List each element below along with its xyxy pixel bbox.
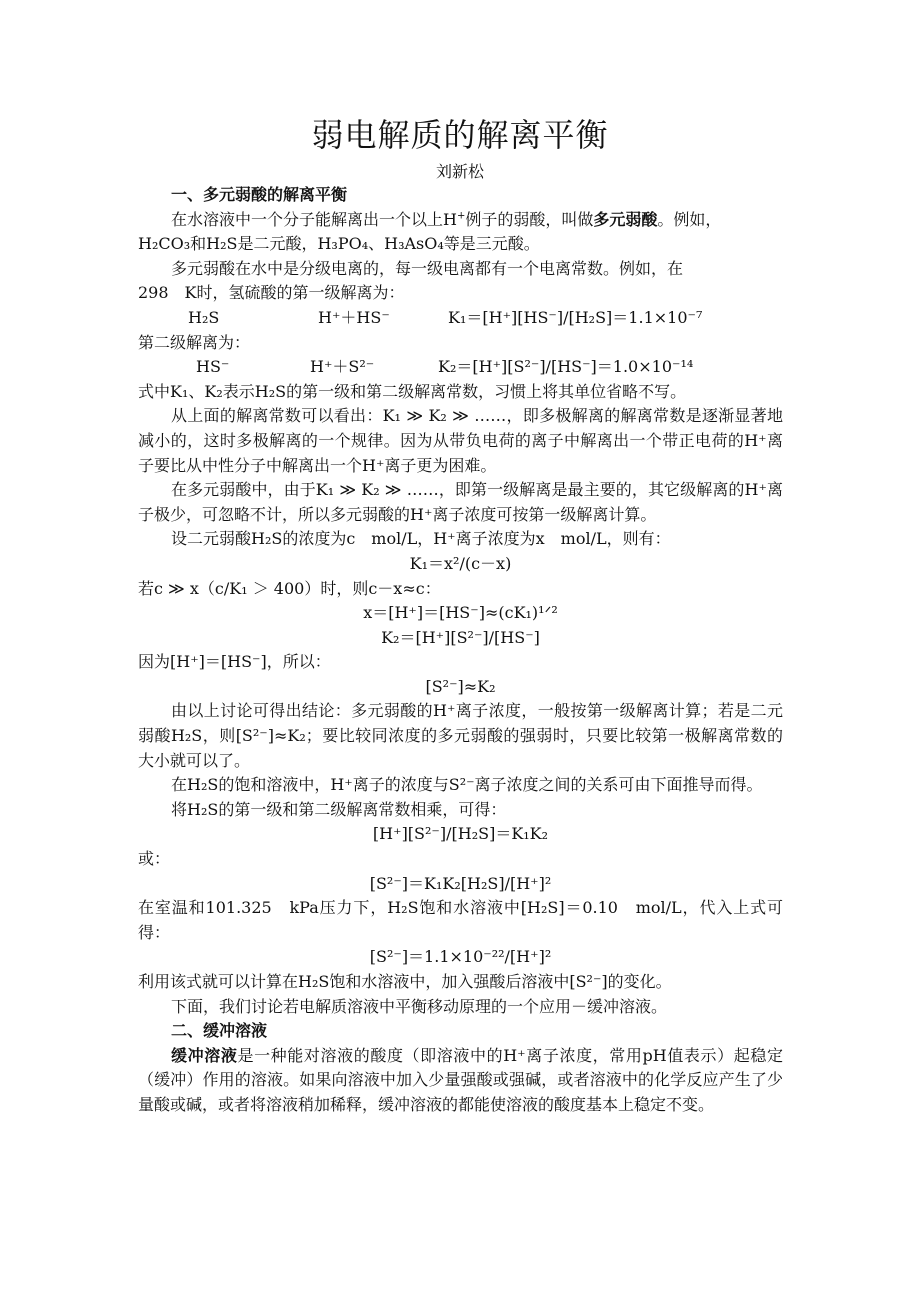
superscript: + (456, 210, 466, 222)
paragraph: 将H₂S的第一级和第二级解离常数相乘，可得： (171, 799, 507, 819)
equation-part: H⁺＋HS⁻ (318, 307, 390, 327)
equation: [H⁺][S²⁻]/[H₂S]＝K₁K₂ (372, 824, 549, 844)
text: 。例如， (657, 209, 722, 229)
paragraph: 在室温和101.325 kPa压力下，H₂S饱和水溶液中[H₂S]＝0.10 mol/L，代入上式可得： (138, 898, 783, 942)
paragraph: 第二级解离为： (138, 332, 251, 352)
paragraph: 设二元弱酸H₂S的浓度为c mol/L，H⁺离子浓度为x mol/L，则有： (171, 529, 671, 549)
paragraph: 下面，我们讨论若电解质溶液中平衡移动原理的一个应用－缓冲溶液。 (171, 996, 668, 1016)
equation-row-2 (138, 355, 783, 380)
document-title: 弱电解质的解离平衡 (311, 116, 609, 154)
paragraph (138, 1044, 783, 1118)
paragraph: 由以上讨论可得出结论：多元弱酸的H⁺离子浓度，一般按第一级解离计算；若是二元弱酸H₂S，则[S²⁻]≈K₂；要比较同浓度的多元弱酸的强弱时，只要比较第一极解离常数的大小就可以了。 (138, 701, 783, 770)
equation-part: H₂S (188, 307, 220, 327)
equation: [S²⁻]≈K₂ (425, 676, 496, 696)
document-author: 刘新松 (435, 162, 484, 181)
paragraph: 因为[H⁺]＝[HS⁻]，所以： (138, 652, 331, 672)
text: H₂CO₃和H₂S是二元酸，H₃PO₄、H₃AsO₄等是三元酸。 (138, 234, 540, 254)
equation-part: HS⁻ (196, 357, 230, 377)
equation: K₂＝[H⁺][S²⁻]/[HS⁻] (381, 627, 540, 647)
equation: [S²⁻]＝K₁K₂[H₂S]/[H⁺]² (369, 873, 552, 893)
equation-part: K₂＝[H⁺][S²⁻]/[HS⁻]＝1.0×10⁻¹⁴ (438, 357, 694, 377)
section-heading-2: 二、缓冲溶液 (171, 1021, 268, 1041)
paragraph: 式中K₁、K₂表示H₂S的第一级和第二级解离常数，习惯上将其单位省略不写。 (138, 381, 687, 401)
section-heading-1: 一、多元弱酸的解离平衡 (171, 185, 348, 204)
paragraph: 或： (138, 849, 171, 869)
paragraph: 298 K时，氢硫酸的第一级解离为： (138, 283, 405, 303)
equation: x＝[H⁺]＝[HS⁻]≈(cK₁)¹ᐟ² (363, 603, 558, 623)
equation-part: K₁＝[H⁺][HS⁻]/[H₂S]＝1.1×10⁻⁷ (448, 307, 703, 327)
paragraph (138, 208, 783, 257)
term-polyacid: 多元弱酸 (593, 209, 658, 229)
paragraph: 多元弱酸在水中是分级电离的，每一级电离都有一个电离常数。例如，在 (171, 258, 684, 278)
equation: [S²⁻]＝1.1×10⁻²²/[H⁺]² (369, 947, 552, 967)
paragraph: 若c ≫ x（c/K₁ ＞ 400）时，则c－x≈c： (138, 578, 441, 598)
document-body (138, 183, 783, 1118)
paragraph: 利用该式就可以计算在H₂S饱和水溶液中，加入强酸后溶液中[S²⁻]的变化。 (138, 972, 672, 991)
text: 例子的弱酸，叫做 (465, 209, 594, 229)
text: 是一种能对溶液的酸度（即溶液中的H⁺离子浓度，常用pH值表示）起稳定（缓冲）作用的溶液。如果向溶液中加入少量强酸或强碱，或者溶液中的化学反应产生了少量酸或碱，或者将溶液稍加稀释，缓冲溶液的都能使溶液的酸度基本上稳定不变。 (138, 1045, 783, 1114)
equation-part: H⁺＋S²⁻ (310, 357, 375, 377)
term-buffer: 缓冲溶液 (171, 1045, 238, 1065)
text: 在水溶液中一个分子能解离出一个以上H (171, 209, 457, 229)
equation: K₁＝x²/(c－x) (409, 553, 512, 573)
paragraph: 在H₂S的饱和溶液中，H⁺离子的浓度与S²⁻离子浓度之间的关系可由下面推导而得。 (171, 775, 763, 795)
paragraph: 在多元弱酸中，由于K₁ ≫ K₂ ≫ ……，即第一级解离是最主要的，其它级解离的H⁺离子极少，可忽略不计，所以多元弱酸的H⁺离子浓度可按第一级解离计算。 (138, 480, 783, 524)
paragraph: 从上面的解离常数可以看出：K₁ ≫ K₂ ≫ ……，即多极解离的解离常数是逐渐显著地减小的，这时多极解离的一个规律。因为从带负电荷的离子中解离出一个带正电荷的H⁺离子要比从中性分子中解离出一个H⁺离子更为困难。 (138, 406, 783, 475)
equation-row-1 (138, 306, 783, 331)
